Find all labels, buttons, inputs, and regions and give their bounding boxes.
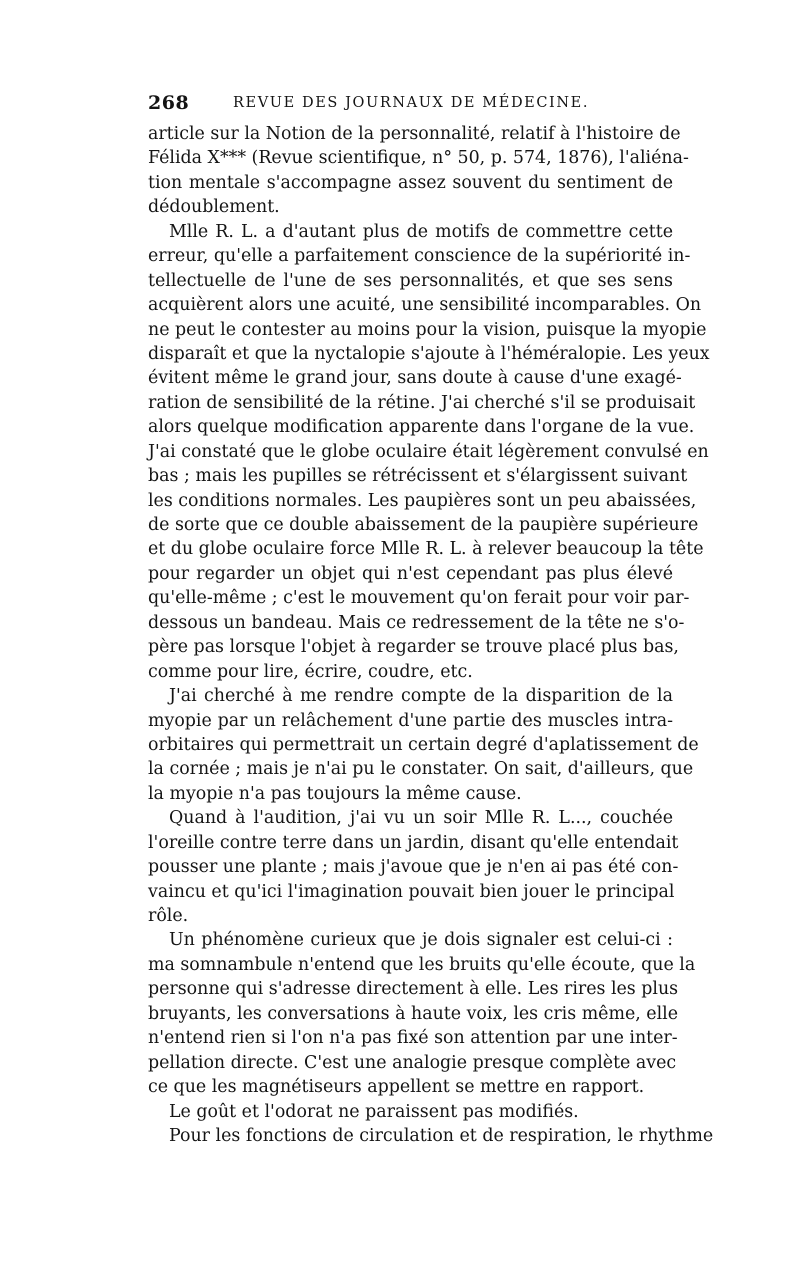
text-line: Quand à l'audition, j'ai vu un soir Mlle R. L..., couchée bbox=[169, 808, 673, 829]
text-line: n'entend rien si l'on n'a pas fixé son attention par une inter- bbox=[148, 1028, 678, 1049]
text-line: bruyants, les conversations à haute voix, les cris même, elle bbox=[148, 1003, 679, 1024]
text-line: ration de sensibilité de la rétine. J'ai cherché s'il se produisait bbox=[148, 392, 696, 413]
text-line: article sur la Notion de la personnalité, relatif à l'histoire de bbox=[148, 124, 681, 144]
text-line: Mlle R. L. a d'autant plus de motifs de commettre cette bbox=[169, 221, 673, 242]
text-line: orbitaires qui permettrait un certain degré d'aplatissement de bbox=[148, 734, 699, 755]
text-line: disparaît et que la nyctalopie s'ajoute à l'héméralopie. Les yeux bbox=[148, 343, 710, 364]
running-head: REVUE DES JOURNAUX DE MÉDECINE. bbox=[233, 95, 590, 111]
text-line: ma somnambule n'entend que les bruits qu'elle écoute, que la bbox=[148, 954, 696, 975]
text-line: père pas lorsque l'objet à regarder se trouve placé plus bas, bbox=[148, 637, 679, 658]
text-line: la myopie n'a pas toujours la même cause. bbox=[148, 783, 522, 804]
text-line: dédoublement. bbox=[148, 197, 280, 218]
text-line: qu'elle-même ; c'est le mouvement qu'on ferait pour voir par- bbox=[148, 588, 690, 609]
text-line: évitent même le grand jour, sans doute à cause d'une exagé- bbox=[148, 368, 682, 389]
text-line: tion mentale s'accompagne assez souvent du sentiment de bbox=[148, 172, 673, 193]
text-line: bas ; mais les pupilles se rétrécissent et s'élargissent suivant bbox=[148, 466, 688, 487]
body-text bbox=[148, 122, 714, 1148]
text-line: personne qui s'adresse directement à elle. Les rires les plus bbox=[148, 979, 679, 1000]
text-line: pour regarder un objet qui n'est cependant pas plus élevé bbox=[148, 563, 673, 584]
text-line: la cornée ; mais je n'ai pu le constater. On sait, d'ailleurs, que bbox=[148, 759, 694, 780]
text-line: Félida X*** (Revue scientifique, n° 50, p. 574, 1876), l'aliéna- bbox=[148, 148, 689, 169]
page-header bbox=[148, 92, 673, 118]
text-line: Le goût et l'odorat ne paraissent pas modifiés. bbox=[169, 1101, 579, 1122]
text-line: pellation directe. C'est une analogie presque complète avec bbox=[148, 1052, 677, 1073]
text-line: acquièrent alors une acuité, une sensibilité incomparables. On bbox=[148, 295, 702, 316]
text-line: Pour les fonctions de circulation et de respiration, le rhythme bbox=[169, 1125, 714, 1146]
text-line: rôle. bbox=[148, 906, 189, 926]
text-line: ne peut le contester au moins pour la vision, puisque la myopie bbox=[148, 319, 707, 340]
text-line: dessous un bandeau. Mais ce redressement de la tête ne s'o- bbox=[148, 612, 685, 633]
text-line: erreur, qu'elle a parfaitement conscience de la supériorité in- bbox=[148, 246, 691, 267]
text-line: l'oreille contre terre dans un jardin, disant qu'elle entendait bbox=[148, 832, 679, 853]
text-line: tellectuelle de l'une de ses personnalités, et que ses sens bbox=[148, 270, 673, 291]
text-line: alors quelque modification apparente dans l'organe de la vue. bbox=[148, 417, 695, 438]
text-line: de sorte que ce double abaissement de la paupière supérieure bbox=[148, 515, 699, 535]
text-line: ce que les magnétiseurs appellent se mettre en rapport. bbox=[148, 1077, 645, 1098]
text-line: pousser une plante ; mais j'avoue que je n'en ai pas été con- bbox=[148, 857, 679, 878]
text-line: myopie par un relâchement d'une partie des muscles intra- bbox=[148, 710, 673, 731]
text-line: J'ai cherché à me rendre compte de la disparition de la bbox=[169, 686, 673, 707]
text-line: Un phénomène curieux que je dois signaler est celui-ci : bbox=[169, 930, 673, 951]
text-line: et du globe oculaire force Mlle R. L. à relever beaucoup la tête bbox=[148, 539, 704, 560]
text-line: les conditions normales. Les paupières sont un peu abaissées, bbox=[148, 490, 697, 511]
text-line: vaincu et qu'ici l'imagination pouvait bien jouer le principal bbox=[148, 881, 675, 902]
text-line: comme pour lire, écrire, coudre, etc. bbox=[148, 661, 473, 682]
page-number: 268 bbox=[148, 92, 190, 114]
text-line: J'ai constaté que le globe oculaire était légèrement convulsé en bbox=[148, 441, 709, 462]
